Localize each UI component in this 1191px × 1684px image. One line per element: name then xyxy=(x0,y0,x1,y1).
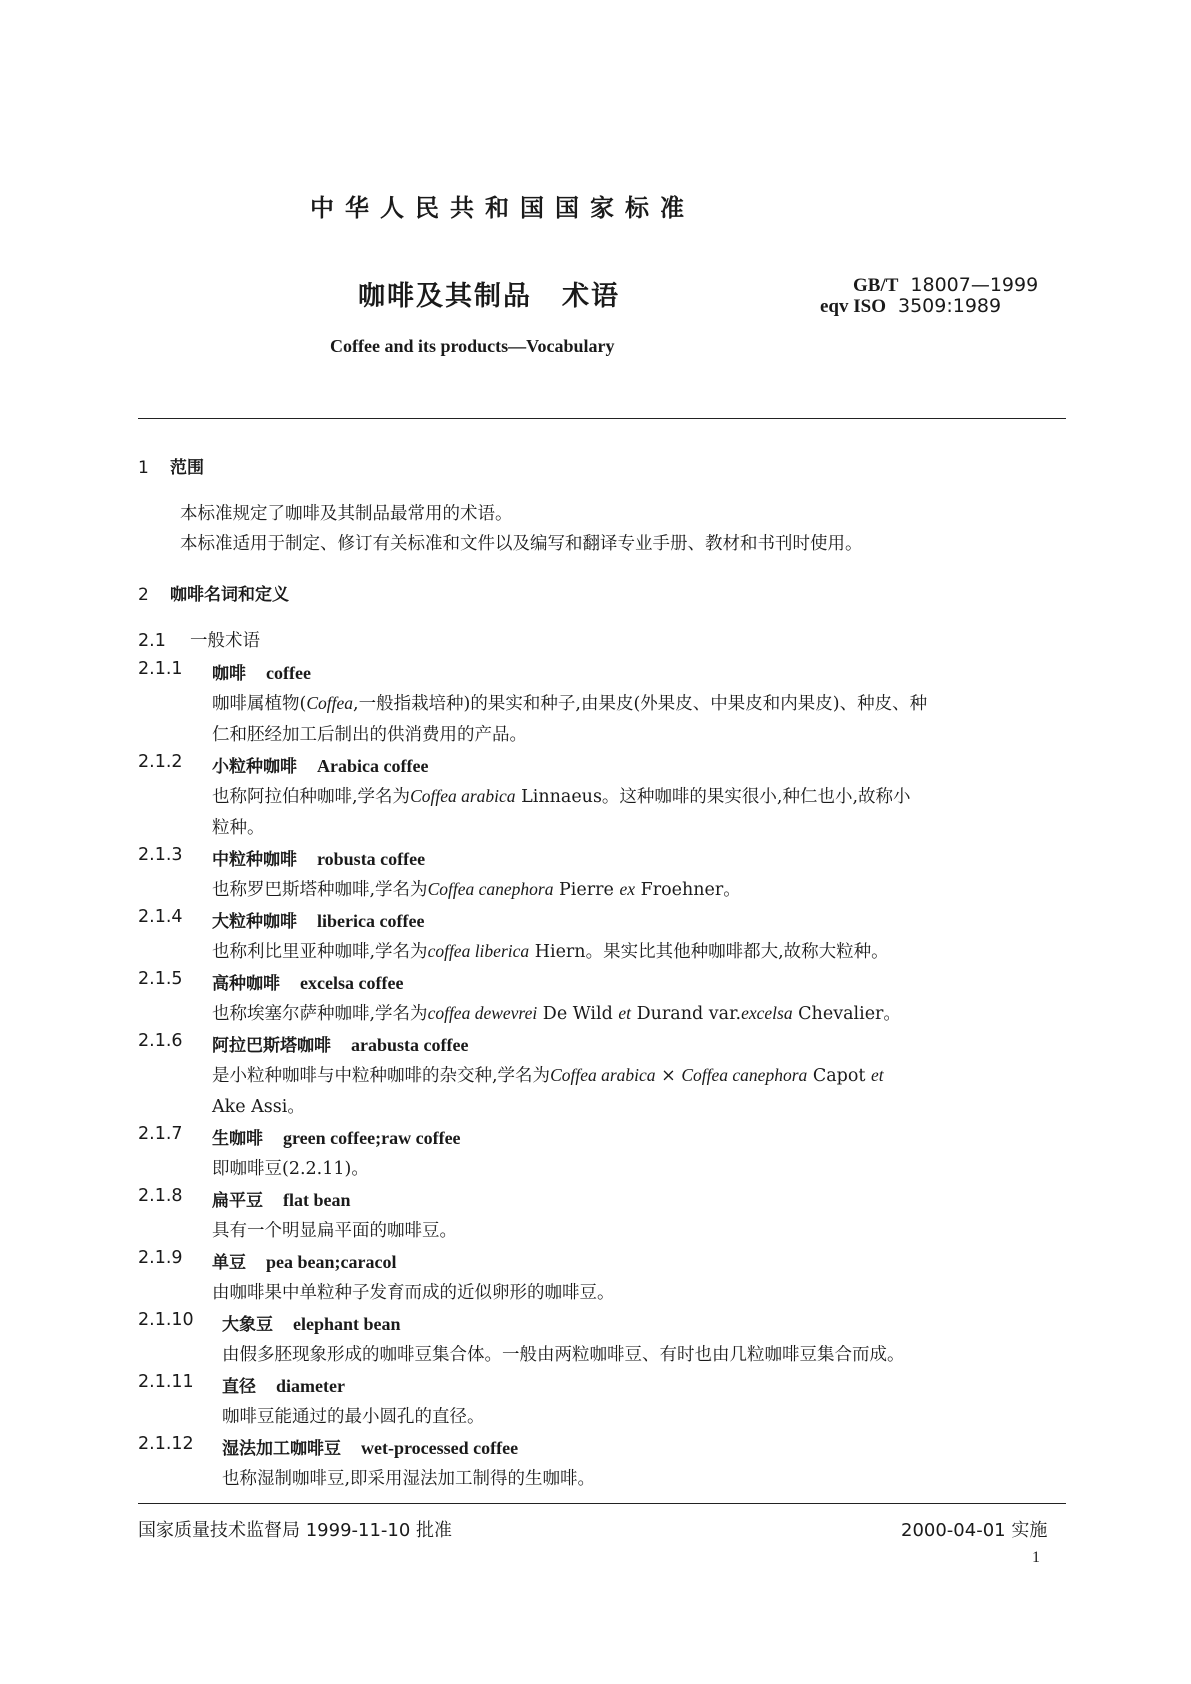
term-definition: 咖啡豆能通过的最小圆孔的直径。 xyxy=(222,1407,485,1427)
code-number-iso: 3509:1989 xyxy=(898,295,1002,317)
approval-line: 国家质量技术监督局 1999-11-10 批准 xyxy=(138,1520,453,1541)
term-cn: 直径 xyxy=(222,1377,256,1397)
term-en: coffee xyxy=(266,663,311,683)
code-number-gbt: 18007—1999 xyxy=(910,274,1039,296)
term-cn: 小粒种咖啡 xyxy=(212,757,297,777)
term-heading xyxy=(212,1186,351,1211)
term-en: Arabica coffee xyxy=(317,756,429,776)
definition-italic: coffea dewevrei xyxy=(427,1003,538,1023)
term-en: green coffee;raw coffee xyxy=(283,1128,461,1148)
term-definition-cont: 粒种。 xyxy=(212,818,265,838)
section-2-number: 2 xyxy=(138,585,149,605)
definition-text: Chevalier。 xyxy=(798,1004,901,1024)
term-number: 2.1.2 xyxy=(138,752,183,772)
definition-italic: Coffea arabica xyxy=(550,1065,656,1085)
definition-text: ,一般指栽培种)的果实和种子,由果皮(外果皮、中果皮和内果皮)、种皮、种 xyxy=(353,694,928,714)
term-definition xyxy=(212,1062,884,1087)
term-number: 2.1.3 xyxy=(138,845,183,865)
term-number: 2.1.9 xyxy=(138,1248,183,1268)
term-cn: 阿拉巴斯塔咖啡 xyxy=(212,1036,331,1056)
equivalent-iso-code xyxy=(820,295,1001,318)
term-en: excelsa coffee xyxy=(300,973,404,993)
term-cn: 扁平豆 xyxy=(212,1191,263,1211)
section-1-title: 范围 xyxy=(170,458,204,478)
definition-italic: Coffea canephora xyxy=(681,1065,808,1085)
definition-italic: Coffea xyxy=(306,693,353,713)
definition-text: Linnaeus。这种咖啡的果实很小,种仁也小,故称小 xyxy=(521,787,911,807)
term-definition xyxy=(212,938,889,963)
term-heading xyxy=(212,845,425,870)
term-number: 2.1.6 xyxy=(138,1031,183,1051)
term-number: 2.1.4 xyxy=(138,907,183,927)
term-number: 2.1.11 xyxy=(138,1372,194,1392)
section-1-heading xyxy=(138,453,204,478)
footer-divider xyxy=(138,1503,1066,1504)
term-heading xyxy=(212,1248,396,1273)
term-en: arabusta coffee xyxy=(351,1035,469,1055)
term-definition-cont: 仁和胚经加工后制出的供消费用的产品。 xyxy=(212,725,527,745)
term-number: 2.1.5 xyxy=(138,969,183,989)
term-definition-cont: Ake Assi。 xyxy=(212,1097,305,1117)
national-standard-heading: 中华人民共和国国家标准 xyxy=(310,193,695,222)
term-cn: 大粒种咖啡 xyxy=(212,912,297,932)
definition-italic: Coffea arabica xyxy=(410,786,516,806)
term-heading xyxy=(222,1310,401,1335)
term-en: robusta coffee xyxy=(317,849,426,869)
term-en: diameter xyxy=(276,1376,345,1396)
definition-italic: et xyxy=(871,1065,884,1085)
term-definition: 由假多胚现象形成的咖啡豆集合体。一般由两粒咖啡豆、有时也由几粒咖啡豆集合而成。 xyxy=(222,1345,905,1365)
definition-text: 也称罗巴斯塔种咖啡,学名为 xyxy=(212,880,428,900)
term-number: 2.1.1 xyxy=(138,659,183,679)
term-cn: 大象豆 xyxy=(222,1315,273,1335)
definition-text: Hiern。果实比其他种咖啡都大,故称大粒种。 xyxy=(534,942,889,962)
term-heading xyxy=(222,1434,518,1459)
definition-italic: excelsa xyxy=(741,1003,793,1023)
definition-italic: Coffea canephora xyxy=(427,879,554,899)
term-heading xyxy=(212,1124,461,1149)
title-cn-part1: 咖啡及其制品 xyxy=(358,281,532,312)
definition-text: 也称阿拉伯种咖啡,学名为 xyxy=(212,787,411,807)
term-cn: 生咖啡 xyxy=(212,1129,263,1149)
term-number: 2.1.10 xyxy=(138,1310,194,1330)
header-divider xyxy=(138,418,1066,419)
term-en: liberica coffee xyxy=(317,911,425,931)
standard-code xyxy=(853,274,1038,297)
term-heading xyxy=(212,969,403,994)
term-definition xyxy=(212,690,927,715)
definition-text: Durand var. xyxy=(636,1004,742,1024)
code-label-gbt: GB/T xyxy=(853,275,899,296)
term-heading xyxy=(212,659,311,684)
definition-text: Pierre xyxy=(559,880,614,900)
term-heading xyxy=(212,1031,468,1056)
term-en: flat bean xyxy=(283,1190,351,1210)
subsection-2-1-heading xyxy=(138,627,260,652)
definition-italic: ex xyxy=(619,879,635,899)
term-cn: 高种咖啡 xyxy=(212,974,280,994)
definition-text: Capot xyxy=(812,1066,866,1086)
section-1-paragraph-2: 本标准适用于制定、修订有关标准和文件以及编写和翻译专业手册、教材和书刊时使用。 xyxy=(180,534,863,554)
title-cn-part2: 术语 xyxy=(562,281,620,312)
term-number: 2.1.12 xyxy=(138,1434,194,1454)
term-heading xyxy=(222,1372,345,1397)
standard-title-en: Coffee and its products—Vocabulary xyxy=(330,336,615,356)
definition-text: 也称利比里亚种咖啡,学名为 xyxy=(212,942,428,962)
term-definition: 即咖啡豆(2.2.11)。 xyxy=(212,1159,369,1179)
definition-text: Froehner。 xyxy=(640,880,741,900)
section-1-paragraph-1: 本标准规定了咖啡及其制品最常用的术语。 xyxy=(180,504,513,524)
term-heading xyxy=(212,907,424,932)
term-definition: 也称湿制咖啡豆,即采用湿法加工制得的生咖啡。 xyxy=(222,1469,596,1489)
definition-italic: et xyxy=(618,1003,632,1023)
term-en: wet-processed coffee xyxy=(361,1438,519,1458)
term-en: elephant bean xyxy=(293,1314,401,1334)
term-number: 2.1.7 xyxy=(138,1124,183,1144)
definition-text: 也称埃塞尔萨种咖啡,学名为 xyxy=(212,1004,428,1024)
section-1-number: 1 xyxy=(138,458,149,478)
term-en: pea bean;caracol xyxy=(266,1252,397,1272)
term-definition: 由咖啡果中单粒种子发育而成的近似卵形的咖啡豆。 xyxy=(212,1283,615,1303)
definition-italic: coffea liberica xyxy=(427,941,530,961)
code-label-iso: eqv ISO xyxy=(820,296,886,317)
section-2-heading xyxy=(138,580,289,605)
definition-text: De Wild xyxy=(542,1004,613,1024)
term-cn: 咖啡 xyxy=(212,664,246,684)
definition-text: × xyxy=(661,1066,676,1086)
page-number: 1 xyxy=(1032,1549,1040,1566)
implementation-date: 2000-04-01 实施 xyxy=(901,1520,1048,1541)
term-cn: 单豆 xyxy=(212,1253,246,1273)
section-2-title: 咖啡名词和定义 xyxy=(170,585,289,605)
subsection-2-1-title: 一般术语 xyxy=(190,631,260,651)
term-definition xyxy=(212,783,911,808)
definition-text: 是小粒种咖啡与中粒种咖啡的杂交种,学名为 xyxy=(212,1066,551,1086)
term-heading xyxy=(212,752,428,777)
term-cn: 湿法加工咖啡豆 xyxy=(222,1439,341,1459)
term-number: 2.1.8 xyxy=(138,1186,183,1206)
term-definition: 具有一个明显扁平面的咖啡豆。 xyxy=(212,1221,457,1241)
definition-text: 咖啡属植物( xyxy=(212,694,307,714)
standard-title-cn xyxy=(358,274,620,313)
term-definition xyxy=(212,876,741,901)
subsection-2-1-number: 2.1 xyxy=(138,631,166,651)
term-cn: 中粒种咖啡 xyxy=(212,850,297,870)
term-definition xyxy=(212,1000,901,1025)
